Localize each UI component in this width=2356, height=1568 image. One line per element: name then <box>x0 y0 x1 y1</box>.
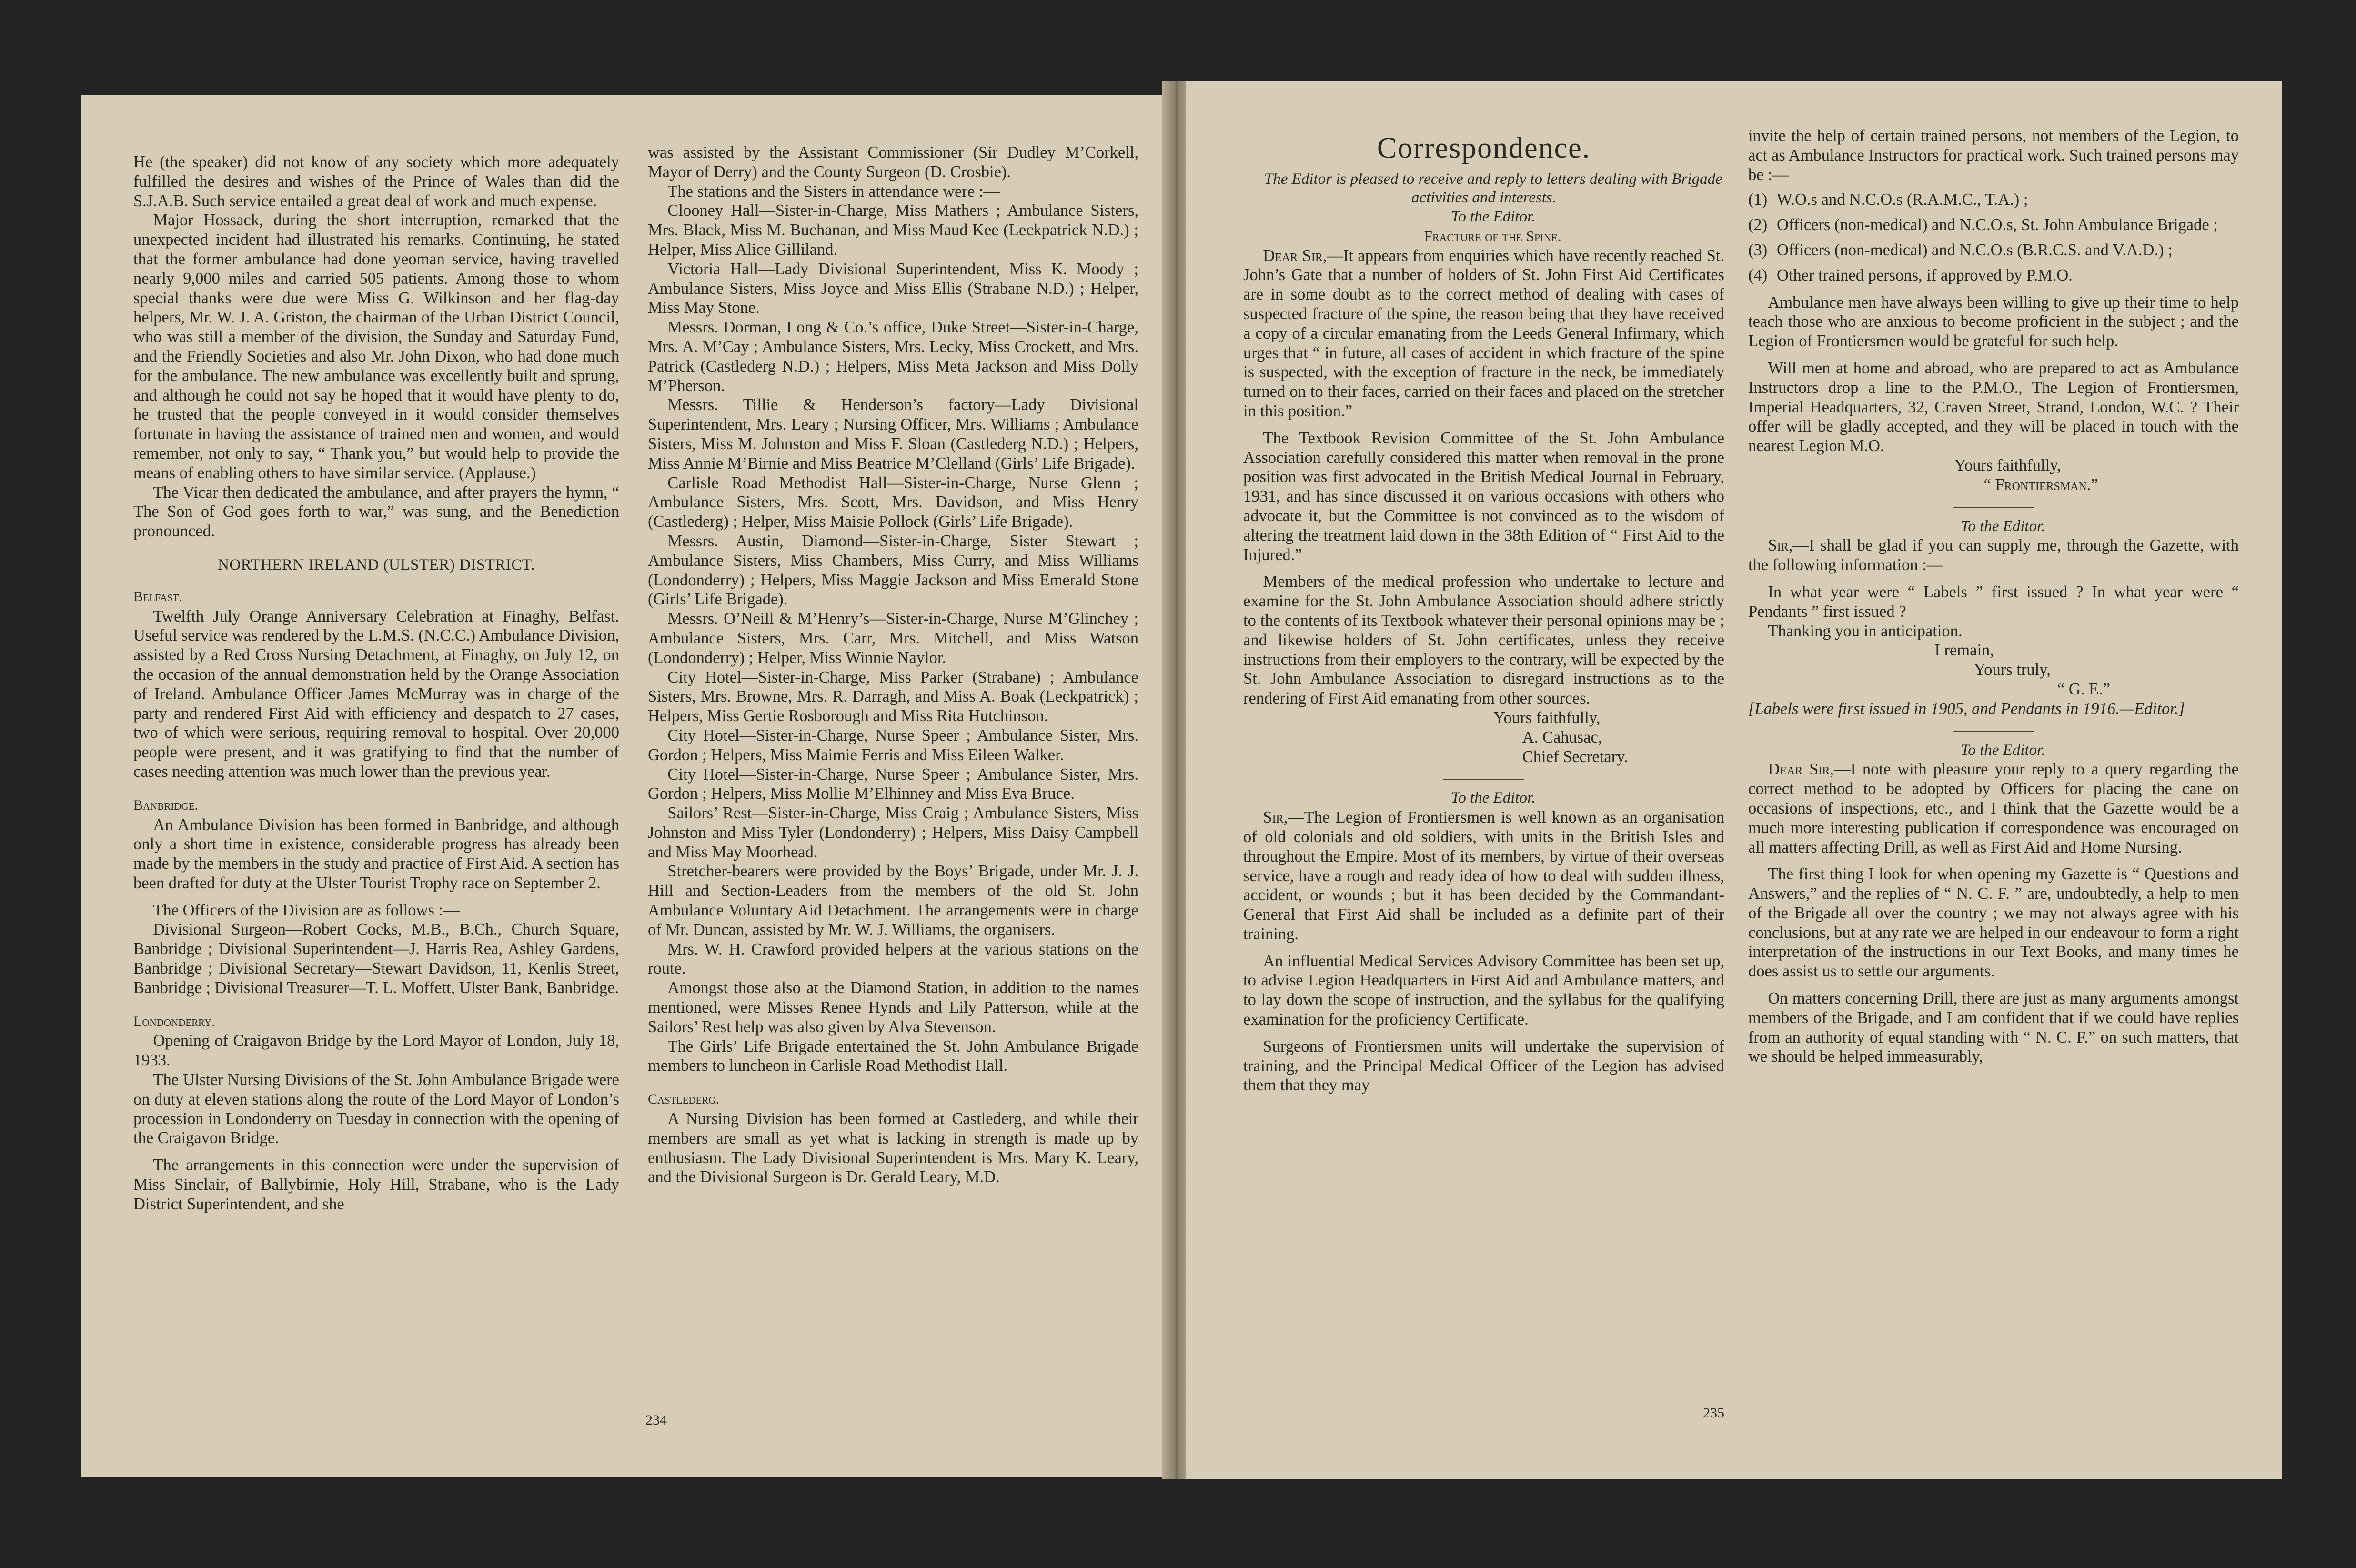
paragraph: The Officers of the Division are as follows :— <box>153 901 460 919</box>
letter-addressee: To the Editor. <box>1961 741 2045 759</box>
letter-closing: Yours faithfully, <box>1493 708 1601 727</box>
list-item <box>1748 190 2239 210</box>
paragraph: City Hotel—Sister-in-Charge, Miss Parker (Strabane) ; Ambulance Sisters, Mrs. Browne, Mrs. R. Darragh, and Miss A. Boak (Leckpatrick) ; Helpers, Miss Gertie Rosborough and Miss Rita Hutchinson. <box>648 668 1138 725</box>
letter-subject: Fracture of the Spine. <box>1424 227 1561 244</box>
divider <box>1443 779 1524 780</box>
paragraph-text: —The Legion of Frontiersmen is well known as an organisation of old colonials and old soldiers, with units in the British Isles and throughout the Empire. Most of its members, by virtue of their overseas service, have a rough and ready idea of how to deal with sudden illness, accident, or wounds ; but it has been decided by the Commandant-General that First Aid shall be included as a definite part of their training. <box>1243 808 1724 943</box>
paragraph: On matters concerning Drill, there are just as many arguments amongst members of the Brigade, and I am confident that if we could have replies from an authority of equal standing with “ N. C. F.” on such matters, that we should be helped immeasurably, <box>1748 989 2239 1066</box>
letter-signature: “ Frontiersman.” <box>1983 475 2098 494</box>
list-item-text: Officers (non-medical) and N.C.O.s (B.R.C.S. and V.A.D.) ; <box>1777 241 2173 259</box>
paragraph: City Hotel—Sister-in-Charge, Nurse Speer ; Ambulance Sister, Mrs. Gordon ; Helpers, Miss Maimie Ferris and Miss Eileen Walker. <box>648 726 1138 764</box>
letter-signature: “ G. E.” <box>2057 680 2111 698</box>
divider <box>1953 731 2034 732</box>
right-page <box>1186 81 2282 1479</box>
paragraph: Stretcher-bearers were provided by the Boys’ Brigade, under Mr. J. J. Hill and Section-Leaders from the members of the old St. John Ambulance Voluntary Aid Detachment. The arrangements were in charge of Mr. Duncan, assisted by Mr. W. J. Williams, the organisers. <box>648 862 1138 939</box>
paragraph: Sailors’ Rest—Sister-in-Charge, Miss Craig ; Ambulance Sisters, Miss Johnston and Miss Tyler (Londonderry) ; Helpers, Miss Daisy Campbell and Miss May Moorhead. <box>648 804 1138 861</box>
paragraph: Messrs. Tillie & Henderson’s factory—Lady Divisional Superintendent, Mrs. Leary ; Nursing Officer, Mrs. Williams ; Ambulance Sisters, Miss M. Johnston and Miss F. Sloan (Castlederg N.D.) ; Helpers, Miss Annie M’Birnie and Miss Beatrice M’Clelland (Girls’ Life Brigade). <box>648 396 1138 472</box>
paragraph: Amongst those also at the Diamond Station, in addition to the names mentioned, were Misses Renee Hynds and Lily Patterson, while at the Sailors’ Rest help was also given by Alva Stevenson. <box>648 979 1138 1036</box>
editor-reply: [Labels were first issued in 1905, and Pendants in 1916.—Editor.] <box>1748 699 2185 718</box>
list-item <box>1748 241 2239 260</box>
paragraph: The arrangements in this connection were under the supervision of Miss Sinclair, of Ballybirnie, Holy Hill, Strabane, who is the Lady District Superintendent, and she <box>133 1156 619 1213</box>
paragraph <box>1748 536 2239 575</box>
paragraph: An influential Medical Services Advisory Committee has been set up, to advise Legion Headquarters in First Aid and Ambulance matters, and to lay down the scope of instruction, and the syllabus for the qualifying examination for the proficiency Certificate. <box>1243 952 1724 1029</box>
paragraph: The Girls’ Life Brigade entertained the St. John Ambulance Brigade members to luncheon in Carlisle Road Methodist Hall. <box>648 1037 1138 1075</box>
paragraph: Thanking you in anticipation. <box>1768 622 1963 640</box>
place-heading-banbridge: Banbridge. <box>133 797 199 813</box>
letter-addressee: To the Editor. <box>1961 517 2045 535</box>
letter-closing: I remain, <box>1934 641 1994 660</box>
letter-closing: Yours faithfully, <box>1954 456 2061 474</box>
paragraph <box>1748 760 2239 857</box>
section-title: Correspondence. <box>1377 132 1591 164</box>
paragraph: Twelfth July Orange Anniversary Celebration at Finaghy, Belfast. Useful service was rendered by the L.M.S. (N.C.C.) Ambulance Division, assisted by a Red Cross Nursing Detachment, at Finaghy, on July 12, on the occasion of the annual demonstration held by the Orange Association of Ireland. Ambulance Officer James McMurray was in charge of the party and rendered First Aid with efficiency and despatch to 27 cases, two of which were serious, requiring removal to hospital. Over 20,000 people were present, and it was gratifying to find that the number of cases needing attention was much lower than the previous year. <box>133 607 619 781</box>
paragraph: An Ambulance Division has been formed in Banbridge, and although only a short time in existence, considerable progress has already been made by the members in the study and practice of First Aid. A section has been drafted for duty at the Ulster Tourist Trophy race on September 2. <box>133 815 619 892</box>
list-item-text: Officers (non-medical) and N.C.O.s, St. John Ambulance Brigade ; <box>1777 216 2218 234</box>
left-page <box>81 95 1167 1477</box>
paragraph: The Textbook Revision Committee of the St. John Ambulance Association carefully considered this matter when removal in the prone position was first advocated in the British Medical Journal in February, 1931, and has since discussed it on various occasions with others who advocate it, but the Committee is not convinced as to the wisdom of altering the treatment laid down in the 38th Edition of “ First Aid to the Injured.” <box>1243 429 1724 564</box>
list-item <box>1748 266 2239 285</box>
list <box>1748 190 2239 285</box>
place-heading-belfast: Belfast. <box>133 588 182 604</box>
salutation: Dear Sir, <box>1768 760 1834 779</box>
paragraph: Divisional Surgeon—Robert Cocks, M.B., B.Ch., Church Square, Banbridge ; Divisional Superintendent—J. Harris Rea, Ashley Gardens, Banbridge ; Divisional Secretary—Stewart Davidson, 11, Kenlis Street, Banbridge ; Divisional Treasurer—T. L. Moffett, Ulster Bank, Banbridge. <box>133 920 619 997</box>
paragraph: Opening of Craigavon Bridge by the Lord Mayor of London, July 18, 1933. <box>133 1032 619 1070</box>
paragraph <box>1243 808 1724 944</box>
paragraph <box>1243 246 1724 421</box>
right-page-column-2 <box>1748 126 2239 1066</box>
paragraph: Messrs. Dorman, Long & Co.’s office, Duke Street—Sister-in-Charge, Mrs. A. M’Cay ; Ambulance Sisters, Mrs. Lecky, Miss Crockett, and Mrs. Patrick (Castlederg N.D.) ; Helpers, Miss Meta Jackson and Miss Dolly M’Pherson. <box>648 318 1138 395</box>
paragraph: The Vicar then dedicated the ambulance, and after prayers the hymn, “ The Son of God goes forth to war,” was sung, and the Benediction pronounced. <box>133 483 619 541</box>
editor-note: The Editor is pleased to receive and reply to letters dealing with Brigade activities and interests. <box>1264 171 1722 206</box>
right-page-column-1 <box>1243 131 1724 1095</box>
paragraph: The stations and the Sisters in attendance were :— <box>667 182 1000 201</box>
paragraph-text: —It appears from enquiries which have recently reached St. John’s Gate that a number of holders of St. John First Aid Certificates are in some doubt as to the correct method of dealing with cases of suspected fracture of the spine, the reason being that they have received a copy of a circular emanating from the Leeds General Infirmary, which urges that “ in future, all cases of accident in which fracture of the spine is suspected, with the exception of fracture in the neck, be immediately turned on to their faces, carried on their faces and placed on the stretcher in this position.” <box>1243 246 1724 420</box>
paragraph: Ambulance men have always been willing to give up their time to help teach those who are anxious to become proficient in the subject ; and the Legion of Frontiersmen would be grateful for such help. <box>1748 293 2239 351</box>
paragraph: The Ulster Nursing Divisions of the St. John Ambulance Brigade were on duty at eleven stations along the route of the Lord Mayor of London’s procession in Londonderry on Tuesday in connection with the opening of the Craigavon Bridge. <box>133 1071 619 1147</box>
left-page-column-2 <box>648 143 1138 1187</box>
paragraph: Major Hossack, during the short interruption, remarked that the unexpected incident had illustrated his remarks. Continuing, he stated that the former ambulance had done yeoman service, having travelled nearly 9,000 miles and carried 505 patients. Among those to whom special thanks were due were Miss G. Wilkinson and her flag-day helpers, Mr. W. J. A. Griston, the chairman of the Urban District Council, who was still a member of the division, the Sunday and Saturday Fund, and the Friendly Societies and also Mr. John Dixon, who had done much for the ambulance. The new ambulance was excellently built and sprung, and although he could not say he hoped that it would have plenty to do, he trusted that the people conveyed in it would consider themselves fortunate in having the assistance of trained men and women, and would remember, not only to say, “ Thank you,” but would help to provide the means of enabling others to have similar service. (Applause.) <box>133 211 619 482</box>
paragraph: Clooney Hall—Sister-in-Charge, Miss Mathers ; Ambulance Sisters, Mrs. Black, Miss M. Buchanan, and Miss Maud Kee (Leckpatrick N.D.) ; Helper, Miss Alice Gilliland. <box>648 201 1138 259</box>
list-item-number: (2) <box>1748 216 1768 234</box>
place-heading-londonderry: Londonderry. <box>133 1013 215 1029</box>
letter-closing: Yours truly, <box>1973 661 2051 679</box>
district-heading: NORTHERN IRELAND (ULSTER) DISTRICT. <box>218 556 535 573</box>
letter-signature: A. Cahusac, <box>1522 728 1602 746</box>
salutation: Dear Sir, <box>1263 246 1327 265</box>
list-item <box>1748 215 2239 235</box>
paragraph: Mrs. W. H. Crawford provided helpers at the various stations on the route. <box>648 940 1138 978</box>
divider <box>1953 507 2034 508</box>
paragraph: Will men at home and abroad, who are prepared to act as Ambulance Instructors drop a line to the P.M.O., The Legion of Frontiersmen, Imperial Headquarters, 32, Craven Street, Strand, London, W.C. ? Their offer will be gladly accepted, and they will be placed in touch with the nearest Legion M.O. <box>1748 359 2239 455</box>
paragraph: The first thing I look for when opening my Gazette is “ Questions and Answers,” and the replies of “ N. C. F. ” are, undoubtedly, a help to men of the Brigade all over the country ; we may not always agree with his conclusions, but at any rate we are helped in our endeavour to form a right interpretation of the instructions in our Text Books, and many times he does assist us to settle our arguments. <box>1748 865 2239 981</box>
letter-addressee: To the Editor. <box>1451 789 1536 807</box>
page-number: 235 <box>1703 1405 1724 1421</box>
list-item-number: (1) <box>1748 191 1768 209</box>
paragraph: was assisted by the Assistant Commissioner (Sir Dudley M’Corkell, Mayor of Derry) and the County Surgeon (D. Crosbie). <box>648 143 1138 181</box>
left-page-column-1 <box>133 152 619 1214</box>
list-item-number: (3) <box>1748 241 1768 259</box>
place-heading-castlederg: Castlederg. <box>648 1091 720 1107</box>
paragraph: invite the help of certain trained persons, not members of the Legion, to act as Ambulance Instructors for practical work. Such trained persons may be :— <box>1748 127 2239 184</box>
salutation: Sir, <box>1768 536 1793 555</box>
paragraph: Surgeons of Frontiersmen units will undertake the supervision of training, and the Principal Medical Officer of the Legion has advised them that they may <box>1243 1037 1724 1095</box>
paragraph: Messrs. Austin, Diamond—Sister-in-Charge, Sister Stewart ; Ambulance Sisters, Miss Chambers, Miss Curry, and Miss Williams (Londonderry) ; Helpers, Miss Maggie Jackson and Miss Emerald Stone (Girls’ Life Brigade). <box>648 532 1138 609</box>
paragraph: Carlisle Road Methodist Hall—Sister-in-Charge, Nurse Glenn ; Ambulance Sisters, Mrs. Scott, Mrs. Davidson, and Miss Henry (Castlederg) ; Helper, Miss Maisie Pollock (Girls’ Life Brigade). <box>648 473 1138 531</box>
paragraph: Messrs. O’Neill & M’Henry’s—Sister-in-Charge, Nurse M’Glinchey ; Ambulance Sisters, Mrs. Carr, Mrs. Mitchell, and Miss Watson (Londonderry) ; Helper, Miss Winnie Naylor. <box>648 610 1138 667</box>
salutation: Sir, <box>1263 808 1288 827</box>
paragraph-text: —I shall be glad if you can supply me, through the Gazette, with the following information :— <box>1748 536 2239 574</box>
paragraph: Members of the medical profession who undertake to lecture and examine for the St. John Ambulance Association should adhere strictly to the contents of its Textbook whatever their personal opinions may be ; and likewise holders of St. John certificates, unless they receive instructions from their employers to the contrary, will be expected by the St. John Ambulance Association to disregard instructions as to the rendering of First Aid emanating from other sources. <box>1243 573 1724 708</box>
paragraph: A Nursing Division has been formed at Castlederg, and while their members are small as yet what is lacking in strength is made up by enthusiasm. The Lady Divisional Superintendent is Mrs. Mary K. Leary, and the Divisional Surgeon is Dr. Gerald Leary, M.D. <box>648 1110 1138 1186</box>
paragraph: City Hotel—Sister-in-Charge, Nurse Speer ; Ambulance Sister, Mrs. Gordon ; Helpers, Miss Mollie M’Elhinney and Miss Eva Bruce. <box>648 765 1138 803</box>
paragraph: Victoria Hall—Lady Divisional Superintendent, Miss K. Moody ; Ambulance Sisters, Miss Joyce and Miss Ellis (Strabane N.D.) ; Helper, Miss May Stone. <box>648 260 1138 317</box>
paragraph: In what year were “ Labels ” first issued ? In what year were “ Pendants ” first issued ? <box>1748 583 2239 621</box>
list-item-number: (4) <box>1748 266 1768 284</box>
letter-signature-title: Chief Secretary. <box>1522 747 1628 766</box>
list-item-text: W.O.s and N.C.O.s (R.A.M.C., T.A.) ; <box>1777 191 2028 209</box>
page-number: 234 <box>645 1412 667 1428</box>
letter-addressee: To the Editor. <box>1451 208 1536 225</box>
list-item-text: Other trained persons, if approved by P.M.O. <box>1777 266 2073 284</box>
paragraph-text: —I note with pleasure your reply to a query regarding the correct method to be adopted by Officers for placing the cane on occasions of inspections, etc., and I think that the Gazette would be a much more interesting publication if correspondence was encouraged on all matters affecting Drill, as well as First Aid and Home Nursing. <box>1748 760 2239 856</box>
paragraph: He (the speaker) did not know of any society which more adequately fulfilled the desires and wishes of the Prince of Wales than did the S.J.A.B. Such service entailed a great deal of work and much expense. <box>133 153 619 210</box>
